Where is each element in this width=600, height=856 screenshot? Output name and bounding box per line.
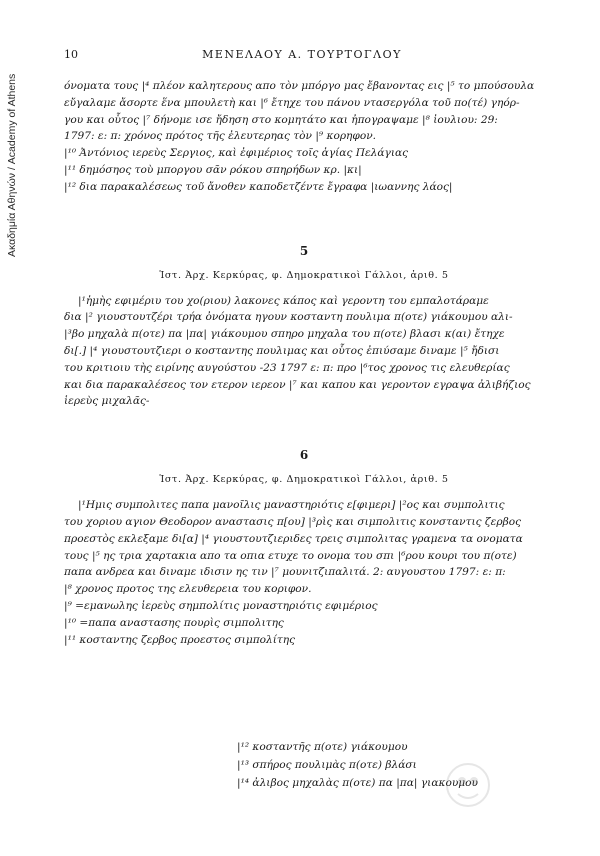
text-line: του κριτιοιυ τὴς ειρίνης αυγούστου -23 1797 ε: π: προ |⁶τος χρονος τις ελευθερίας [64,361,510,374]
text-line: γου και οὗτος |⁷ δήνομε ισε ἤδηση στο κομητάτο και ἠπογραψαμε |⁸ ἰουλιου: 29: [64,113,498,126]
signature-line: |¹⁰ Ἀντόνιος ιερεὺς Σεργιος, καὶ ἐφιμέριος τοῖς ἁγίας Πελάγιας [64,147,409,160]
academy-owl-watermark-icon [444,762,492,808]
signature-line: |¹⁴ ἀλιβος μηχαλὰς π(οτε) πα |πα| γιακουμου [237,777,478,789]
text-line: |¹Ημις συμπολιτες παπα μανοῖλις μαναστηριότις ε[φιμερι] |²ος και συμπολιτις [78,499,505,512]
signature-line: |¹² κοσταντῆς π(οτε) γιάκουμου [237,741,408,753]
text-line: |¹ἡμὴς εφιμέριυ του χο(ριου) λακονες κάπος καὶ γεροντη του εμπαλοτάραμε [78,294,489,307]
text-line: |⁸ χρονος προτος της ελευθερεια του κοριφον. [64,583,312,596]
signature-line: |⁹ =εμανωλης ἱερεὺς σημπολίτις μοναστηριότις εφιμέριος [64,599,378,612]
running-head: ΜΕΝΕΛΑΟΥ Α. ΤΟΥΡΤΟΓΛΟΥ [202,48,402,61]
signature-line: |¹⁰ =παπα αναστασης πουρὶς σιμπολιτης [64,616,284,629]
text-line: όνοματα τους |⁴ πλέον καλητερους απο τὸν μπόργο μας ἔβανοντας εις |⁵ το μπούσουλα [64,80,535,92]
text-line: και δια παρακαλέσεος τον ετερον ιερεον |⁷ και καπου και γεροντον εγραψα ἀλιβήζιος [64,378,531,391]
top-text-block [64,78,544,196]
document-6-text [64,497,544,648]
document-number-5: 5 [299,243,309,258]
page-header [64,48,540,66]
text-line: δια |² γιουστουτζέρι τρήα ὀνόματα ηγουν κοσταντη πουλιμα π(οτε) γιάκουμου αλι- [64,311,513,324]
page-body [64,78,544,648]
text-line: προεστὸς εκλεξαμε δι[α] |⁴ γιουστουτζιεριδες τρεις σιμπολιτας γραμενα τα ονοματα [64,532,523,545]
document-5-text [64,293,544,411]
text-line: |³βο μηχαλὰ π(οτε) πα |πα| γιάκουμου σπηρο μηχαλα του π(οτε) βλασι κ(αι) ἔτηχε [64,328,505,341]
signature-line: |¹¹ κοσταντης ζερβος προεστος σιμπολίτης [64,633,296,646]
document-number-6: 6 [299,448,309,463]
signature-line: |¹¹ δημόσηος τοὺ μποργου σᾶν ρόκου σπηρήδων κρ. |κι| [64,163,362,176]
text-line: ἱερεὺς μιχαλᾶς- [64,395,150,408]
source-citation-5: Ἱστ. Ἀρχ. Κερκύρας, φ. Δημοκρατικοὶ Γάλλοι, ἀριθ. 5 [159,269,449,281]
source-citation-6: Ἱστ. Ἀρχ. Κερκύρας, φ. Δημοκρατικοὶ Γάλλοι, ἀριθ. 5 [159,474,449,486]
text-line: του χοριου αγιον Θεοδορον αναστασις π[ου] |³ρὶς και σιμπολιτις κονσταντις ζερβος [64,515,522,528]
text-line: τους |⁵ ης τρια χαρτακια απο τα οπια ετυχε το ονομα του σπι |⁶ρου κουρι του π(οτε) [64,549,517,562]
signature-line: |¹³ σπήρος πουλιμὰς π(οτε) βλάσι [237,759,417,771]
text-line: εὔγαλαμε ἄσορτε ἕνα μπουλετὴ και |⁶ ἔτηχε του πάνου ντασεργόλα τοῦ πο(τέ) γηόρ- [64,96,520,109]
text-line: δι[.] |⁴ γιουστουτζιερι ο κοσταντης πουλιμας και οὗτος ἐπιύσαμε διναμε |⁵ ἤδισι [64,344,500,357]
signature-line: |¹² δια παρακαλέσεως τοῦ ἄνοθεν καποδετζέντε ἔγραφα |ιωαννης λάος| [64,180,453,193]
text-line: 1797: ε: π: χρόνος πρότος τῆς ἐλευτερηας τὸν |⁹ κορηφον. [64,130,377,143]
text-line: παπα ανδρεα και διναμε ιδισιν ης τιν |⁷ μουνιτζιπαλιτά. 2: αυγουστου 1797: ε: π: [64,566,506,579]
document-6-right-signatures [237,738,478,792]
page-number: 10 [64,48,78,61]
side-watermark: Ακαδημία Αθηνών / Academy of Athens [6,73,18,257]
